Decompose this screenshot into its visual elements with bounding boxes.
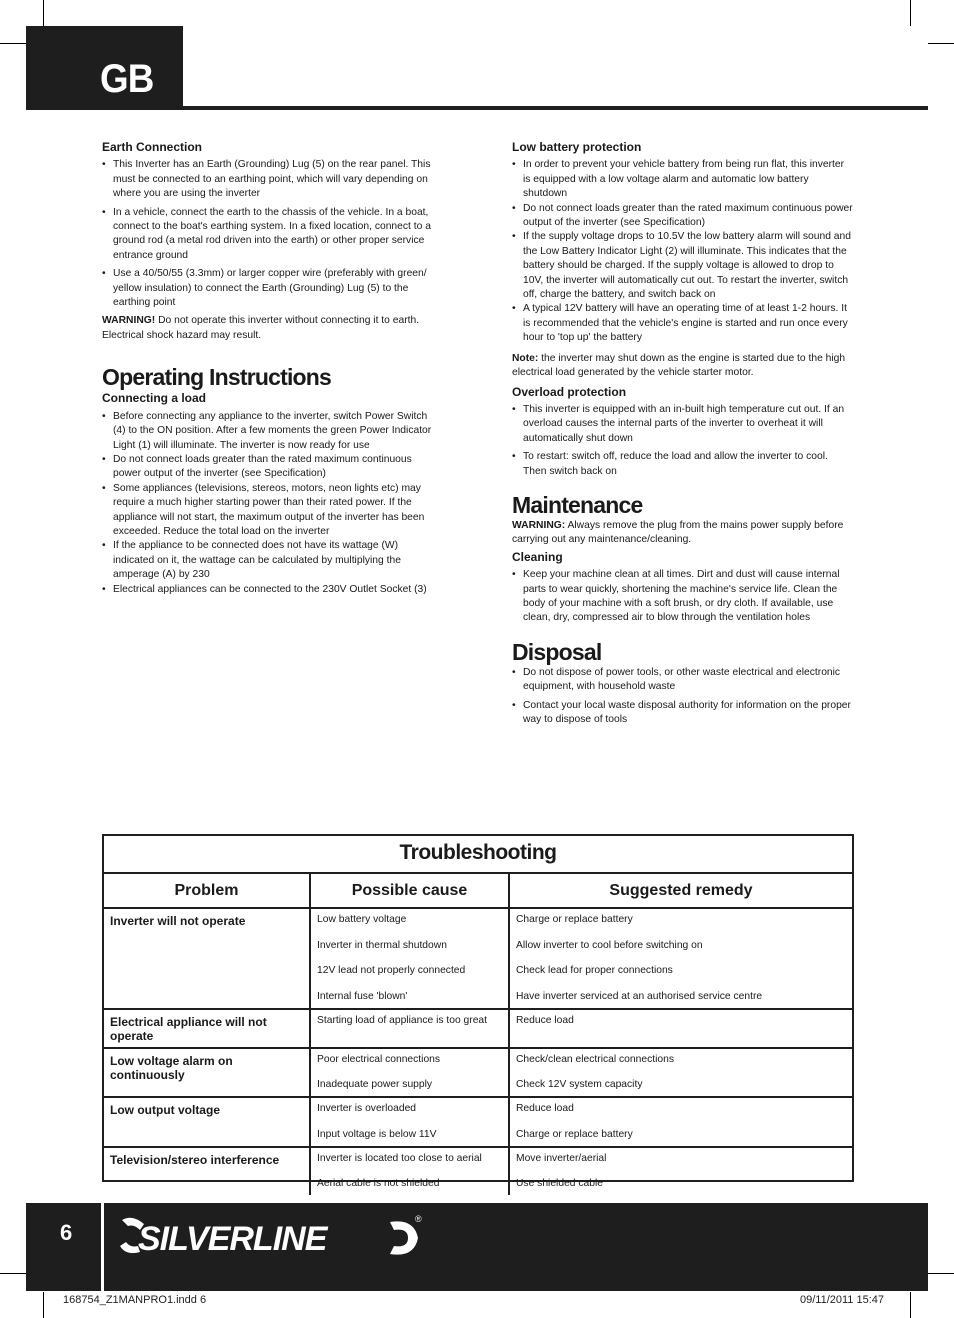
list-item: • To restart: switch off, reduce the load and allow the inverter to cool. Then switch back on — [512, 450, 854, 479]
cause-line: 12V lead not properly connected — [317, 965, 466, 976]
page-number: 6 — [60, 1220, 73, 1245]
connecting-list — [102, 410, 442, 597]
remedy-line: Charge or replace battery — [516, 914, 633, 925]
remedy-line: Move inverter/aerial — [516, 1152, 607, 1164]
warning-text: Do not operate this inverter without connecting it to earth. Electrical shock hazard may result. — [102, 315, 420, 341]
troubleshooting-title: Troubleshooting — [104, 836, 852, 874]
remedy-line: Allow inverter to cool before switching on — [516, 939, 703, 951]
problem-cell: Electrical appliance will not operate — [104, 1009, 310, 1048]
header-rule — [183, 106, 928, 110]
earth-list — [102, 158, 442, 310]
earth-warning — [102, 314, 442, 343]
cause-line: Inadequate power supply — [317, 1079, 433, 1090]
language-code: GB — [100, 57, 154, 101]
list-item: • If the appliance to be connected does not have its wattage (W) indicated on it, the wattage can be calculated by multiplying the amperage (A) by 230 — [102, 539, 442, 582]
crop-mark — [928, 1273, 954, 1274]
warning-label: WARNING! — [102, 315, 156, 327]
crop-mark — [0, 43, 26, 44]
right-column — [512, 140, 854, 727]
remedy-line: Check lead for proper connections — [516, 965, 673, 976]
table-row — [104, 1048, 852, 1098]
maintenance-warning — [512, 519, 854, 548]
column-header-problem: Problem — [104, 874, 310, 908]
note-text: the inverter may shut down as the engine is started due to the high electrical load generated by the vehicle starter motor. — [512, 352, 846, 379]
remedy-cell — [509, 908, 852, 1009]
table-row — [104, 1097, 852, 1147]
warning-text: Always remove the plug from the mains power supply before carrying out any maintenance/cleaning. — [512, 519, 844, 546]
maintenance-heading: Maintenance — [512, 491, 643, 518]
table-row — [104, 908, 852, 1009]
table-header-row — [104, 874, 852, 908]
list-item: • Keep your machine clean at all times. Dirt and dust will cause internal parts to wear quickly, shortening the machine's service life. Clean the body of your machine with a soft brush, or dry cloth. If available, use clean, dry, compressed air to blow through the ventilation holes — [512, 568, 854, 626]
list-item: • Some appliances (televisions, stereos, motors, neon lights etc) may require a much higher starting power than their rated power. If the appliance will not start, the maximum output of the inverter has been exceeded. Reduce the total load on the inverter — [102, 482, 442, 540]
cause-cell — [310, 1048, 509, 1098]
list-item: • In a vehicle, connect the earth to the chassis of the vehicle. In a boat, connect to the boat's earthing system. In a fixed location, connect to a ground rod (a metal rod driven into the earth) or other proper service entrance ground — [102, 206, 442, 264]
overload-title: Overload protection — [512, 384, 627, 399]
remedy-cell — [509, 1048, 852, 1098]
troubleshooting-table — [102, 834, 854, 1189]
problem-cell: Inverter will not operate — [104, 908, 310, 1009]
list-item: • This Inverter has an Earth (Grounding) Lug (5) on the rear panel. This must be connected to an earthing point, which will vary depending on where you are using the inverter — [102, 158, 442, 201]
cause-line: Inverter is overloaded — [317, 1103, 417, 1114]
crop-mark — [43, 1292, 44, 1318]
cause-cell — [310, 908, 509, 1009]
left-column — [102, 140, 442, 597]
list-item: • This inverter is equipped with an in-built high temperature cut out. If an overload causes the internal parts of the inverter to overheat it will automatically shut down — [512, 403, 854, 446]
earth-connection-title: Earth Connection — [102, 140, 203, 154]
note-label: Note: — [512, 352, 539, 364]
cause-line: Input voltage is below 11V — [317, 1128, 437, 1140]
cause-cell — [310, 1147, 509, 1196]
silverline-logo — [118, 1212, 428, 1269]
crop-mark — [43, 0, 44, 26]
connecting-load-title: Connecting a load — [102, 391, 207, 406]
remedy-line: Check/clean electrical connections — [516, 1053, 674, 1065]
list-item: • Contact your local waste disposal authority for information on the proper way to dispose of tools — [512, 699, 854, 728]
crop-mark — [0, 1273, 26, 1274]
remedy-cell: Reduce load — [509, 1009, 852, 1048]
cause-line: Inverter in thermal shutdown — [317, 939, 447, 951]
list-item: • A typical 12V battery will have an operating time of at least 1-2 hours. It is recommended that the vehicle's engine is started and run once every hour to 'top up' the battery — [512, 302, 854, 345]
cause-cell — [310, 1097, 509, 1147]
remedy-cell — [509, 1097, 852, 1147]
cause-line: Inverter is located too close to aerial — [317, 1152, 482, 1164]
list-item: • If the supply voltage drops to 10.5V the low battery alarm will sound and the Low Battery Indicator Light (2) will illuminate. This indicates that the battery should be charged. If the supply voltage is allowed to drop to 10V, the inverter will automatically cut out. To restart the inverter, switch off, charge the battery, and switch back on — [512, 230, 854, 302]
overload-list — [512, 403, 854, 479]
cause-line: Poor electrical connections — [317, 1053, 441, 1065]
footer-divider — [101, 1203, 104, 1291]
low-battery-list — [512, 158, 854, 345]
operating-instructions-heading: Operating Instructions — [102, 364, 332, 391]
table-row — [104, 1147, 852, 1196]
remedy-line: Check 12V system capacity — [516, 1079, 643, 1090]
crop-mark — [910, 0, 911, 26]
file-slug: 168754_Z1MANPRO1.indd 6 — [63, 1294, 207, 1306]
warning-label: WARNING: — [512, 519, 566, 531]
remedy-line: Use shielded cable — [516, 1178, 604, 1189]
list-item: • Before connecting any appliance to the inverter, switch Power Switch (4) to the ON position. After a few moments the green Power Indicator Light (1) will illuminate. The inverter is now ready for use — [102, 410, 442, 453]
disposal-heading: Disposal — [512, 638, 602, 665]
cause-line: Internal fuse 'blown' — [317, 990, 408, 1002]
troubleshooting-grid — [104, 874, 852, 1195]
problem-cell: Television/stereo interference — [104, 1147, 310, 1196]
brand-wordmark: SILVERLINE — [138, 1220, 327, 1258]
list-item: • Use a 40/50/55 (3.3mm) or larger copper wire (preferably with green/ yellow insulation) to connect the Earth (Grounding) Lug (5) to the earthing point — [102, 267, 442, 310]
list-item: • In order to prevent your vehicle battery from being run flat, this inverter is equipped with a low voltage alarm and automatic low battery shutdown — [512, 158, 854, 201]
low-battery-title: Low battery protection — [512, 140, 642, 154]
disposal-list — [512, 666, 854, 728]
remedy-line: Charge or replace battery — [516, 1128, 633, 1140]
remedy-line: Reduce load — [516, 1103, 574, 1114]
registered-mark: ® — [415, 1214, 422, 1224]
crop-mark — [928, 43, 954, 44]
list-item: • Do not connect loads greater than the rated maximum continuous power output of the inverter (see Specification) — [102, 453, 442, 482]
note — [512, 352, 854, 381]
list-item: • Do not dispose of power tools, or other waste electrical and electronic equipment, with household waste — [512, 666, 854, 695]
cause-cell: Starting load of appliance is too great — [310, 1009, 509, 1048]
list-item: • Do not connect loads greater than the rated maximum continuous power output of the inverter (see Specification) — [512, 202, 854, 231]
crop-mark — [910, 1292, 911, 1318]
list-item: • Electrical appliances can be connected to the 230V Outlet Socket (3) — [102, 583, 442, 597]
cleaning-title: Cleaning — [512, 549, 563, 564]
cleaning-list — [512, 568, 854, 626]
problem-cell: Low voltage alarm on continuously — [104, 1048, 310, 1098]
cause-line: Low battery voltage — [317, 914, 407, 925]
remedy-cell — [509, 1147, 852, 1196]
column-header-cause: Possible cause — [310, 874, 509, 908]
remedy-line: Have inverter serviced at an authorised service centre — [516, 990, 763, 1002]
date-slug: 09/11/2011 15:47 — [800, 1294, 885, 1306]
table-row — [104, 1009, 852, 1048]
problem-cell: Low output voltage — [104, 1097, 310, 1147]
column-header-remedy: Suggested remedy — [509, 874, 852, 908]
cause-line: Aerial cable is not shielded — [317, 1178, 440, 1189]
